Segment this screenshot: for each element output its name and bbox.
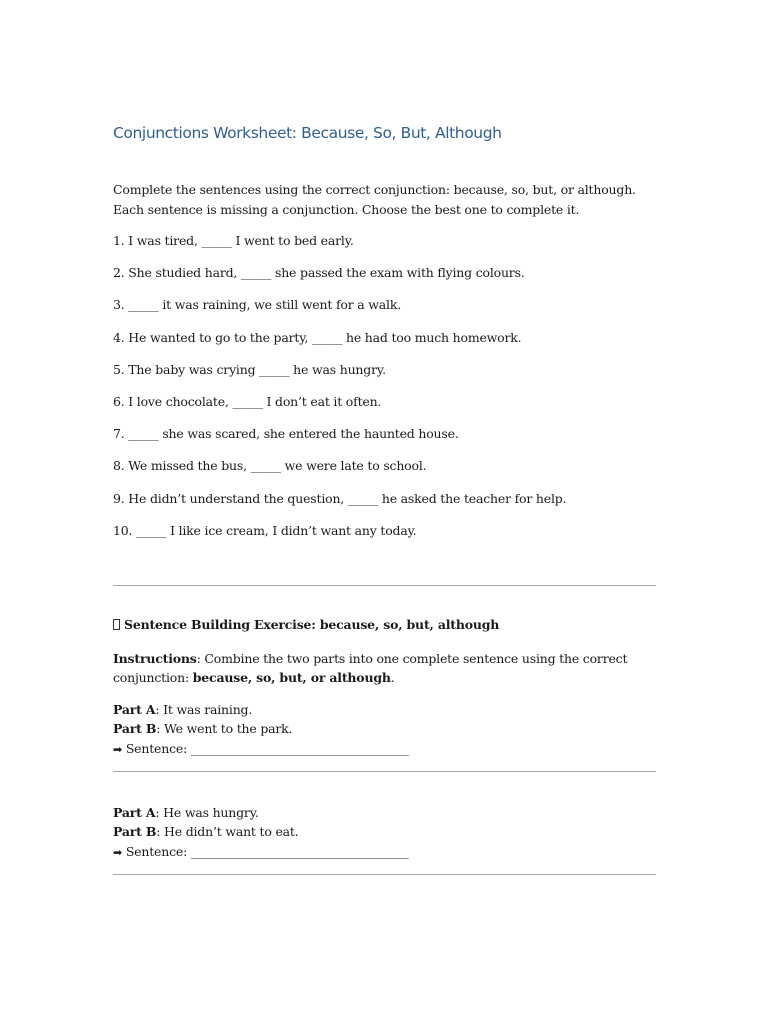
arrow-right-icon: ➡ [113, 845, 123, 859]
question-item: 3. _____ it was raining, we still went for a walk. [113, 297, 401, 313]
question-item: 9. He didn’t understand the question, _____ he asked the teacher for help. [113, 490, 567, 506]
instructions-text: : Combine the two parts into one complete sentence using the correct conjunction: [113, 651, 628, 685]
question-item: 1. I was tired, _____ I went to bed early. [113, 233, 354, 248]
part-b-line [113, 719, 656, 738]
part-a-line [113, 803, 656, 822]
sentence-blank: ____________________________________ [190, 740, 409, 756]
exercise-divider [113, 874, 656, 875]
arrow-right-icon: ➡ [113, 742, 123, 756]
question-list [113, 232, 566, 554]
section-divider [113, 585, 656, 586]
part-b-label: Part B [113, 824, 157, 840]
section-heading [113, 617, 499, 632]
part-b-text: : He didn’t want to eat. [156, 824, 299, 840]
missing-glyph-icon [113, 619, 120, 630]
instructions-end: . [390, 670, 395, 685]
instructions-conjunctions: because, so, but, or although [192, 670, 391, 685]
sentence-blank: ____________________________________ [190, 843, 409, 859]
intro-paragraph: Complete the sentences using the correct conjunction: because, so, but, or although. Each sentence is missing a conjunction. Choose the best one to complete it. [113, 182, 636, 217]
sentence-label: Sentence: [125, 740, 191, 756]
exercise-block-1 [113, 700, 656, 759]
question-item: 7. _____ she was scared, she entered the haunted house. [113, 426, 459, 442]
part-a-text: : He was hungry. [155, 805, 259, 820]
page-title: Conjunctions Worksheet: Because, So, But, Although [113, 124, 502, 142]
part-b-label: Part B [113, 721, 157, 737]
instructions-paragraph [113, 649, 656, 687]
part-b-text: : We went to the park. [156, 721, 293, 737]
section-heading-text: Sentence Building Exercise: because, so, but, although [124, 617, 500, 632]
part-a-label: Part A [113, 805, 156, 820]
instructions-label: Instructions [113, 651, 197, 666]
sentence-line [113, 842, 656, 862]
question-item: 8. We missed the bus, _____ we were late to school. [113, 458, 427, 474]
part-b-line [113, 822, 656, 841]
question-item: 10. _____ I like ice cream, I didn’t want any today. [113, 522, 417, 538]
part-a-text: : It was raining. [155, 702, 253, 717]
question-item: 6. I love chocolate, _____ I don’t eat it often. [113, 393, 382, 409]
question-item: 2. She studied hard, _____ she passed the exam with flying colours. [113, 265, 525, 281]
exercise-divider [113, 771, 656, 772]
sentence-label: Sentence: [125, 843, 191, 859]
part-a-label: Part A [113, 702, 156, 717]
question-item: 5. The baby was crying _____ he was hungry. [113, 361, 386, 377]
sentence-line [113, 739, 656, 759]
question-item: 4. He wanted to go to the party, _____ he had too much homework. [113, 329, 522, 345]
part-a-line [113, 700, 656, 719]
exercise-block-2 [113, 803, 656, 862]
